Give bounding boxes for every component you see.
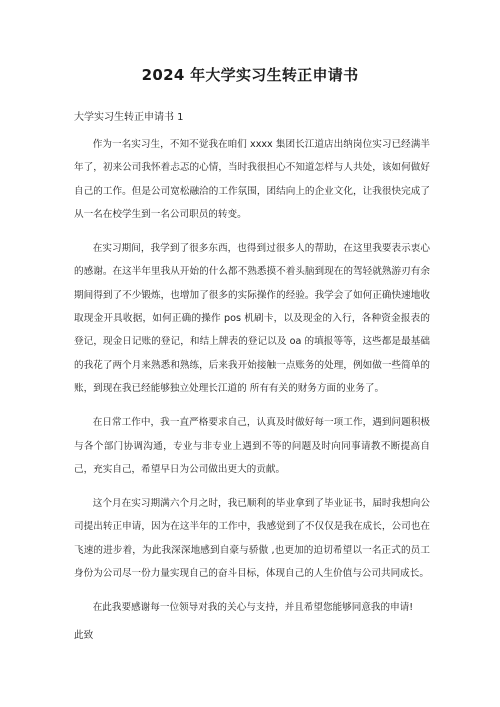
document-body xyxy=(74,133,430,628)
paragraph-daily-work: 在日常工作中，我一直严格要求自己，认真及时做好每一项工作，遇到问题积极与各个部门协调沟通，专业与非专业上遇到不等的问题及时向同事请教不断提高自己，充实自己，希望早日为公司做出更大的贡献。 xyxy=(74,417,430,475)
document-subtitle: 大学实习生转正申请书 1 xyxy=(74,112,184,123)
closing-salutation: 此致 xyxy=(74,630,94,641)
paragraph-request: 这个月在实习期满六个月之时，我已顺利的毕业拿到了毕业证书，届时我想向公司提出转正申请，因为在这半年的工作中，我感觉到了不仅仅是我在成长，公司也在飞速的进步着，为此我深深地感到自豪与骄傲 ,也更加的迫切希望以一名正式的员工身份为公司尽一份力量实现自己的奋斗目标，体现自己的人生价值与公司共同成长。 xyxy=(74,498,430,580)
paragraph-intro: 作为一名实习生，不知不觉我在咱们 xxxx 集团长江道店出纳岗位实习已经满半年了，初来公司我怀着忐忑的心情，当时我很担心不知道怎样与人共处，该如何做好自己的工作。但是公司宽松融洽的工作氛围，团结向上的企业文化，让我很快完成了从一名在校学生到一名公司职员的转变。 xyxy=(74,139,430,220)
document-title: 2024 年大学实习生转正申请书 xyxy=(141,66,359,84)
paragraph-thanks: 在此我要感谢每一位领导对我的关心与支持，并且希望您能够同意我的申请! xyxy=(92,602,414,614)
paragraph-internship-learning: 在实习期间，我学到了很多东西，也得到过很多人的帮助，在这里我要表示衷心的感谢。在这半年里我从开始的什么都不熟悉摸不着头脑到现在的驾轻就熟游刃有余 期间得到了不少锻炼，也增加了很多的实际操作的经验。我学会了如何正确快速地收取现金开具收据，如何正确的操作 pos 机刷卡，以及现金的入行，各种资金报表的登记，现金日记账的登记，和结上牌表的登记以及 oa 的填报等等，这些都是最基础的我花了两个月来熟悉和熟练，后来我开始接触一点账务的处理，例如做一些简单的账，到现在我已经能够独立处理长江道的 所有有关的财务方面的业务了。 xyxy=(74,243,430,394)
